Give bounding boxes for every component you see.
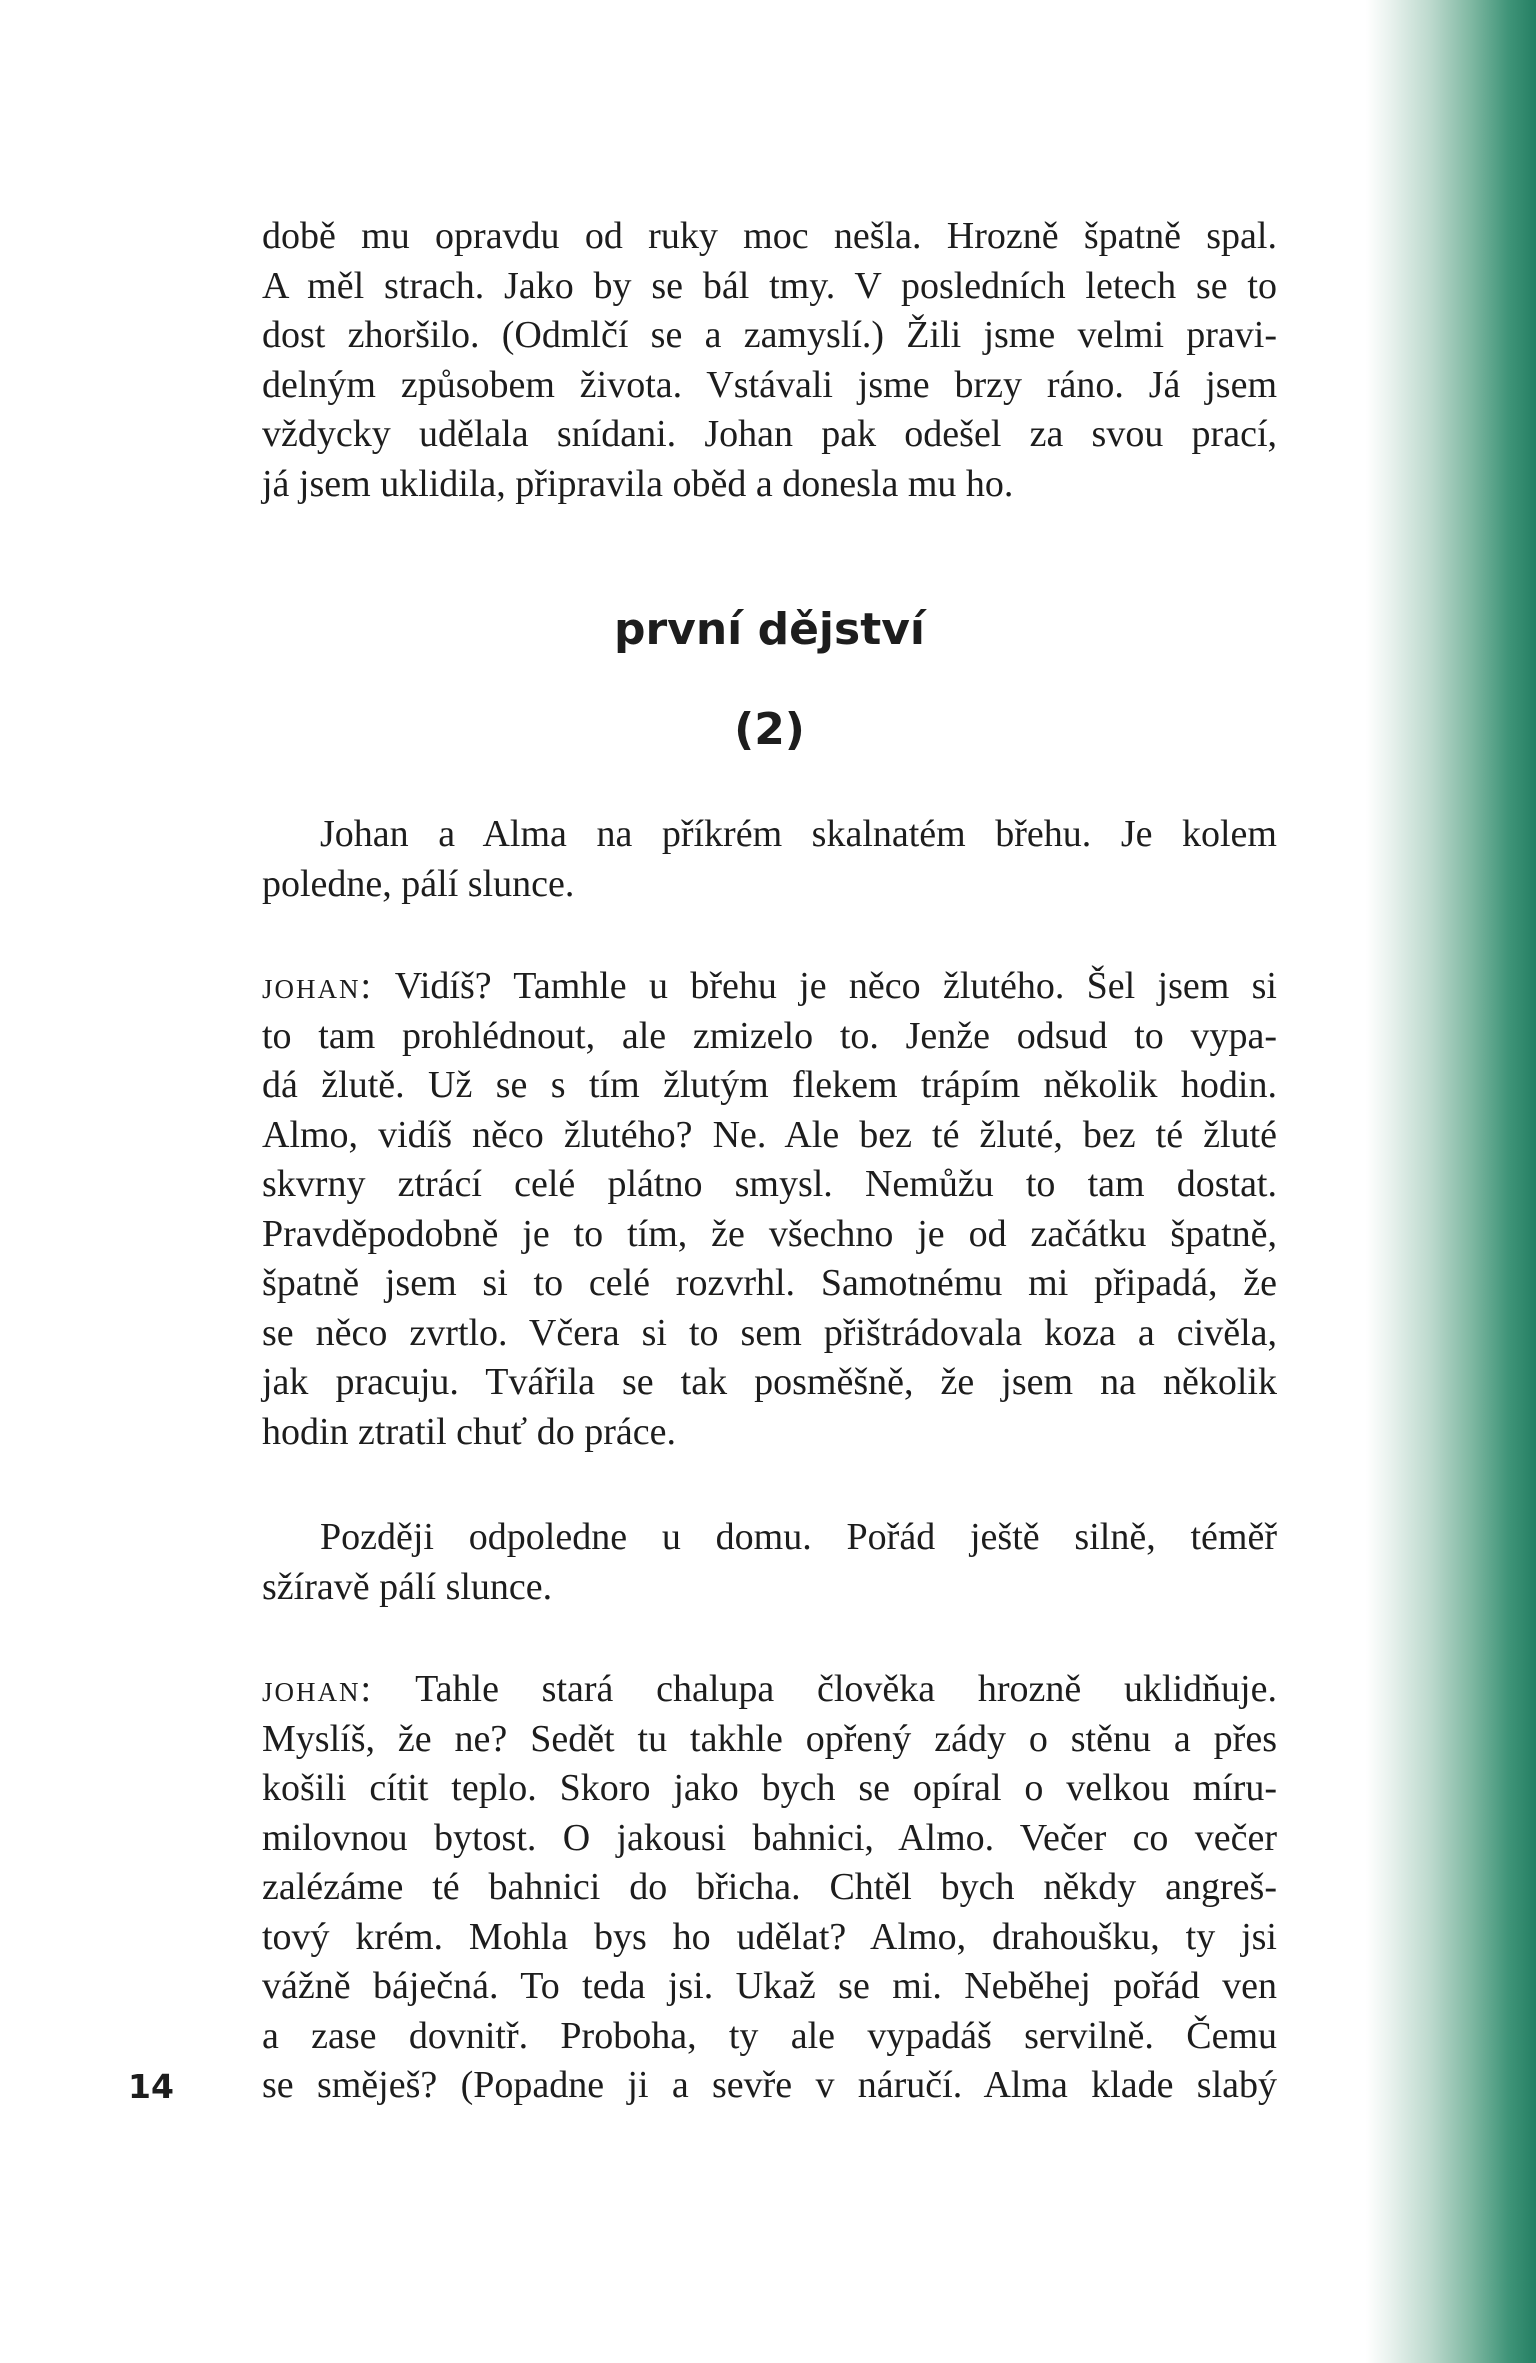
text-line: Pravděpodobně je to tím, že všechno je od začátku špatně, [262,1212,1277,1255]
section-number: (2) [734,704,805,755]
text-line: jak pracuju. Tvářila se tak posměšně, že jsem na několik [262,1361,1277,1403]
text-line: se něco zvrtlo. Včera si to sem přištrádovala koza a civěla, [262,1311,1277,1354]
text-line: a zase dovnitř. Proboha, ty ale vypadáš servilně. Čemu [262,2014,1277,2057]
speech-first-line [262,1665,1277,1715]
text-line: sžíravě pálí slunce. [262,1565,553,1608]
text-line: dá žlutě. Už se s tím žlutým flekem trápím několik hodin. [262,1064,1277,1106]
text-line: tový krém. Mohla bys ho udělat? Almo, drahoušku, ty jsi [262,1915,1277,1958]
text-line: zalézáme té bahnici do břicha. Chtěl bych někdy angreš- [262,1866,1277,1908]
text-line: špatně jsem si to celé rozvrhl. Samotnému mi připadá, že [262,1262,1277,1304]
text-line: poledne, pálí slunce. [262,862,575,905]
text-line: milovnou bytost. O jakousi bahnici, Almo. Večer co večer [262,1816,1277,1859]
text-line: já jsem uklidila, připravila oběd a donesla mu ho. [262,462,1014,505]
text-line: době mu opravdu od ruky moc nešla. Hrozně špatně spal. [262,215,1277,257]
text-line: hodin ztratil chuť do práce. [262,1410,677,1453]
text-line: košili cítit teplo. Skoro jako bych se opíral o velkou míru- [262,1767,1277,1809]
speaker-name: johan: [262,1668,374,1710]
green-edge-band [1366,0,1536,2363]
page-number: 14 [128,2067,174,2106]
speech-text: Vidíš? Tamhle u břehu je něco žlutého. Šel jsem si [394,965,1277,1007]
text-line: vážně báječná. To teda jsi. Ukaž se mi. Neběhej pořád ven [262,1965,1277,2007]
text-line: se směješ? (Popadne ji a sevře v náručí. Alma klade slabý [262,2064,1277,2106]
speech-johan-2 [262,1665,1277,2111]
speech-johan-1 [262,962,1277,1457]
text-line: to tam prohlédnout, ale zmizelo to. Jenže odsud to vypa- [262,1014,1277,1057]
stage-direction [262,810,1277,909]
speech-first-line [262,962,1277,1012]
text-line: skvrny ztrácí celé plátno smysl. Nemůžu to tam dostat. [262,1163,1277,1205]
section-title: první dějství [613,604,925,655]
text-line: Myslíš, že ne? Sedět tu takhle opřený zády o stěnu a přes [262,1717,1277,1760]
text-line: Později odpoledne u domu. Pořád ještě silně, téměř [320,1516,1277,1558]
text-line: Almo, vidíš něco žlutého? Ne. Ale bez té žluté, bez té žluté [262,1113,1277,1156]
speaker-name: johan: [262,965,374,1007]
intro-paragraph [262,212,1277,509]
stage-direction [262,1513,1277,1612]
text-line: Johan a Alma na příkrém skalnatém břehu. Je kolem [320,813,1277,855]
text-line: dost zhoršilo. (Odmlčí se a zamyslí.) Žili jsme velmi pravi- [262,314,1277,356]
speech-text: Tahle stará chalupa člověka hrozně uklidňuje. [415,1668,1277,1710]
text-line: A měl strach. Jako by se bál tmy. V posledních letech se to [262,264,1277,307]
text-line: vždycky udělala snídani. Johan pak odešel za svou prací, [262,413,1277,455]
text-line: delným způsobem života. Vstávali jsme brzy ráno. Já jsem [262,363,1277,406]
